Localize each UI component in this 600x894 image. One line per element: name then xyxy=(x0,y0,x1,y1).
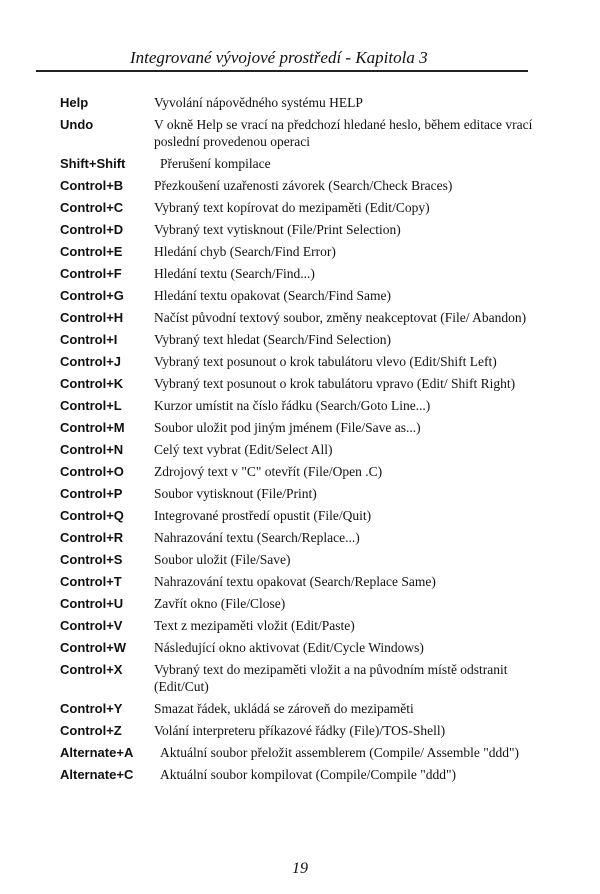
shortcut-key: Control+V xyxy=(60,618,123,633)
shortcut-description: Soubor uložit pod jiným jménem (File/Save as...) xyxy=(154,420,421,435)
shortcut-entry xyxy=(60,722,540,739)
shortcut-entry xyxy=(60,661,540,695)
shortcut-description: Text z mezipaměti vložit (Edit/Paste) xyxy=(154,618,355,633)
shortcut-description: Integrované prostředí opustit (File/Quit) xyxy=(154,508,372,523)
shortcut-key: Control+C xyxy=(60,200,124,215)
shortcut-description: Celý text vybrat (Edit/Select All) xyxy=(154,442,333,457)
shortcut-description: Hledání textu opakovat (Search/Find Same) xyxy=(154,288,391,303)
shortcut-key: Control+I xyxy=(60,332,118,347)
shortcut-entry xyxy=(60,94,540,111)
shortcut-key: Control+W xyxy=(60,640,127,655)
shortcut-description: Následující okno aktivovat (Edit/Cycle Windows) xyxy=(154,640,424,655)
shortcut-entry xyxy=(60,744,540,761)
shortcut-description: Nahrazování textu (Search/Replace...) xyxy=(154,530,360,545)
shortcut-entry xyxy=(60,243,540,260)
shortcut-entry xyxy=(60,199,540,216)
shortcut-key: Control+Y xyxy=(60,701,123,716)
shortcut-description: Přezkoušení uzařenosti závorek (Search/Check Braces) xyxy=(154,178,453,193)
shortcut-entry xyxy=(60,331,540,348)
shortcut-entry xyxy=(60,639,540,656)
shortcut-entry xyxy=(60,485,540,502)
shortcut-key: Control+D xyxy=(60,222,124,237)
shortcut-description: Nahrazování textu opakovat (Search/Replace Same) xyxy=(154,574,436,589)
shortcut-key: Control+R xyxy=(60,530,124,545)
header-rule xyxy=(36,70,528,72)
shortcut-entry xyxy=(60,700,540,717)
shortcut-entry xyxy=(60,441,540,458)
shortcut-description: Smazat řádek, ukládá se zároveň do mezipaměti xyxy=(154,701,414,716)
shortcut-entry xyxy=(60,265,540,282)
shortcut-description: V okně Help se vrací na předchozí hledané heslo, během editace vrací poslední provedenou operaci xyxy=(154,117,533,149)
shortcut-entry xyxy=(60,287,540,304)
shortcut-entry xyxy=(60,766,540,783)
shortcut-key: Control+X xyxy=(60,662,123,677)
shortcut-key: Control+M xyxy=(60,420,125,435)
shortcut-description: Načíst původní textový soubor, změny neakceptovat (File/ Abandon) xyxy=(154,310,527,325)
shortcut-key: Help xyxy=(60,95,89,110)
shortcut-key: Control+B xyxy=(60,178,124,193)
shortcut-description: Zavřít okno (File/Close) xyxy=(154,596,286,611)
shortcut-entry xyxy=(60,177,540,194)
shortcut-key: Control+Z xyxy=(60,723,122,738)
shortcut-key: Control+G xyxy=(60,288,124,303)
shortcut-entry xyxy=(60,463,540,480)
shortcut-key: Control+K xyxy=(60,376,124,391)
shortcut-description: Vybraný text vytisknout (File/Print Selection) xyxy=(154,222,401,237)
shortcut-entry xyxy=(60,309,540,326)
shortcut-description: Kurzor umístit na číslo řádku (Search/Goto Line...) xyxy=(154,398,431,413)
shortcut-description: Vybraný text posunout o krok tabulátoru vlevo (Edit/Shift Left) xyxy=(154,354,497,369)
shortcut-description: Hledání textu (Search/Find...) xyxy=(154,266,315,281)
shortcut-description: Vyvolání nápovědného systému HELP xyxy=(154,95,363,110)
shortcut-description: Zdrojový text v "C" otevřít (File/Open .C) xyxy=(154,464,383,479)
shortcut-key: Control+J xyxy=(60,354,122,369)
shortcut-entry xyxy=(60,397,540,414)
shortcut-entry xyxy=(60,573,540,590)
shortcut-key: Control+T xyxy=(60,574,122,589)
shortcut-entry xyxy=(60,155,540,172)
shortcut-description: Aktuální soubor kompilovat (Compile/Compile "ddd") xyxy=(160,767,456,782)
shortcut-entry xyxy=(60,551,540,568)
shortcut-entry xyxy=(60,617,540,634)
shortcut-description: Aktuální soubor přeložit assemblerem (Compile/ Assemble "ddd") xyxy=(160,745,519,760)
shortcut-key: Shift+Shift xyxy=(60,156,126,171)
shortcut-key: Control+U xyxy=(60,596,124,611)
shortcut-key: Control+P xyxy=(60,486,123,501)
shortcut-description: Přerušení kompilace xyxy=(160,156,271,171)
shortcut-entry xyxy=(60,116,540,150)
shortcut-list xyxy=(60,94,540,788)
shortcut-key: Control+F xyxy=(60,266,122,281)
shortcut-key: Control+N xyxy=(60,442,124,457)
page-number: 19 xyxy=(292,860,308,877)
shortcut-description: Soubor uložit (File/Save) xyxy=(154,552,291,567)
shortcut-description: Soubor vytisknout (File/Print) xyxy=(154,486,317,501)
shortcut-key: Alternate+C xyxy=(60,767,134,782)
shortcut-key: Control+E xyxy=(60,244,123,259)
chapter-header: Integrované vývojové prostředí - Kapitola 3 xyxy=(130,48,428,67)
shortcut-description: Hledání chyb (Search/Find Error) xyxy=(154,244,336,259)
shortcut-description: Vybraný text posunout o krok tabulátoru vpravo (Edit/ Shift Right) xyxy=(154,376,516,391)
shortcut-key: Undo xyxy=(60,117,94,132)
shortcut-description: Vybraný text kopírovat do mezipaměti (Edit/Copy) xyxy=(154,200,430,215)
shortcut-entry xyxy=(60,353,540,370)
shortcut-entry xyxy=(60,375,540,392)
shortcut-description: Vybraný text do mezipaměti vložit a na původním místě odstranit (Edit/Cut) xyxy=(154,662,508,694)
shortcut-description: Vybraný text hledat (Search/Find Selection) xyxy=(154,332,391,347)
shortcut-entry xyxy=(60,529,540,546)
shortcut-key: Alternate+A xyxy=(60,745,134,760)
shortcut-key: Control+L xyxy=(60,398,122,413)
shortcut-description: Volání interpreteru příkazové řádky (File)/TOS-Shell) xyxy=(154,723,446,738)
shortcut-entry xyxy=(60,595,540,612)
shortcut-key: Control+O xyxy=(60,464,124,479)
shortcut-key: Control+H xyxy=(60,310,124,325)
shortcut-key: Control+Q xyxy=(60,508,124,523)
shortcut-entry xyxy=(60,221,540,238)
shortcut-key: Control+S xyxy=(60,552,123,567)
shortcut-entry xyxy=(60,419,540,436)
shortcut-entry xyxy=(60,507,540,524)
